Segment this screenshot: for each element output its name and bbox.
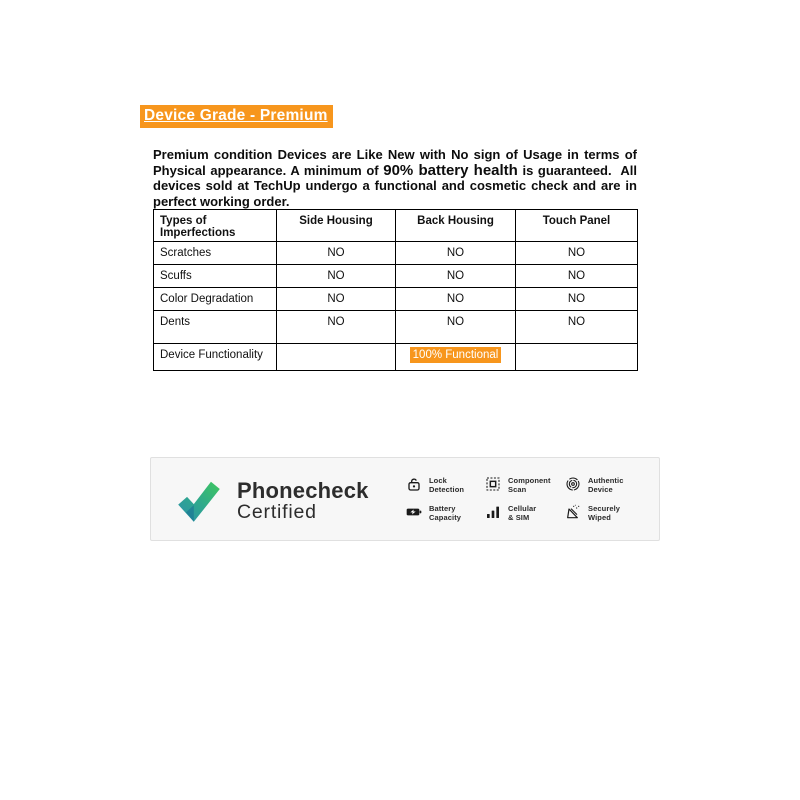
table-row-dents xyxy=(154,311,638,344)
row-label: Scratches xyxy=(154,242,277,265)
col-header-back-housing: Back Housing xyxy=(396,210,516,242)
cell-value: NO xyxy=(516,242,638,265)
cell-value: NO xyxy=(396,265,516,288)
row-label: Scuffs xyxy=(154,265,277,288)
cell-empty xyxy=(277,344,396,371)
cell-value: NO xyxy=(396,242,516,265)
cell-value: NO xyxy=(516,311,638,344)
phonecheck-certified-banner xyxy=(150,457,660,541)
table-row-scuffs xyxy=(154,265,638,288)
page-title-text: Device Grade - Premium xyxy=(144,107,328,124)
row-label: Device Functionality xyxy=(154,344,277,371)
table-row-color-degradation xyxy=(154,288,638,311)
functional-highlight: 100% Functional xyxy=(410,347,502,363)
cell-value: NO xyxy=(396,288,516,311)
imperfections-table xyxy=(153,209,638,371)
phonecheck-logo xyxy=(173,475,369,527)
cell-functional xyxy=(396,344,516,371)
table-row-device-functionality xyxy=(154,344,638,371)
description-paragraph xyxy=(153,147,637,209)
feature-grid xyxy=(406,476,645,528)
feature-authentic-device xyxy=(565,476,645,500)
feature-label-line: Wiped xyxy=(588,512,611,522)
logo-text xyxy=(237,479,369,523)
page-title xyxy=(140,105,333,128)
feature-label-line: Cellular xyxy=(508,504,537,513)
description-emphasis: 90% battery health xyxy=(383,161,518,179)
feature-label xyxy=(429,477,464,494)
cell-value: NO xyxy=(516,265,638,288)
feature-label-line: Securely xyxy=(588,504,621,513)
feature-label-line: Lock xyxy=(429,476,447,485)
feature-label xyxy=(588,505,620,522)
cell-empty xyxy=(516,344,638,371)
cell-value: NO xyxy=(277,242,396,265)
brand-subtitle: Certified xyxy=(237,501,317,523)
row-label: Color Degradation xyxy=(154,288,277,311)
table-row-scratches xyxy=(154,242,638,265)
feature-label xyxy=(429,505,461,522)
feature-component-scan xyxy=(485,476,565,500)
feature-label-line: Battery xyxy=(429,504,456,513)
battery-icon xyxy=(406,504,422,520)
cell-value: NO xyxy=(277,265,396,288)
checkmark-icon xyxy=(173,475,225,527)
feature-label-line: Authentic xyxy=(588,476,624,485)
feature-battery-capacity xyxy=(406,504,485,528)
feature-label-line: Capacity xyxy=(429,512,462,522)
feature-cellular-sim xyxy=(485,504,565,528)
feature-label-line: Device xyxy=(588,484,613,494)
description-part2: is guaranteed. All devices sold at TechUp undergo a functional and cosmetic check and are in perfect working order. xyxy=(153,162,637,209)
lock-icon xyxy=(406,476,422,492)
feature-label xyxy=(508,477,551,494)
brand-name: Phonecheck xyxy=(237,478,369,503)
feature-label xyxy=(588,477,623,494)
cell-value: NO xyxy=(277,288,396,311)
fingerprint-icon xyxy=(565,476,581,492)
row-label: Dents xyxy=(154,311,277,344)
cell-value: NO xyxy=(277,311,396,344)
feature-securely-wiped xyxy=(565,504,645,528)
feature-label-line: Detection xyxy=(429,484,465,494)
feature-label-line: & SIM xyxy=(508,512,530,522)
table-header-row xyxy=(154,210,638,242)
col-header-types: Types of Imperfections xyxy=(154,210,277,242)
signal-bars-icon xyxy=(485,504,501,520)
feature-label xyxy=(508,505,536,522)
feature-lock-detection xyxy=(406,476,485,500)
cell-value: NO xyxy=(516,288,638,311)
cell-value: NO xyxy=(396,311,516,344)
col-header-touch-panel: Touch Panel xyxy=(516,210,638,242)
component-scan-icon xyxy=(485,476,501,492)
wipe-icon xyxy=(565,504,581,520)
feature-label-line: Component xyxy=(508,476,551,485)
description-part1: Premium condition Devices are Like New with No sign of Usage in terms of Physical appearance. A minimum of xyxy=(153,147,637,178)
col-header-side-housing: Side Housing xyxy=(277,210,396,242)
feature-label-line: Scan xyxy=(508,484,527,494)
